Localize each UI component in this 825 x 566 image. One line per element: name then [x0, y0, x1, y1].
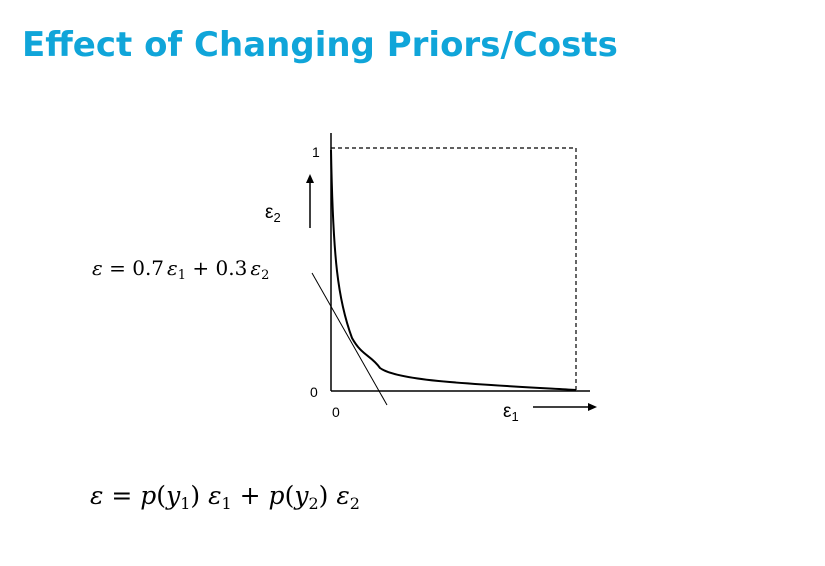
tangent-lhs: ε — [92, 256, 103, 280]
x-axis-label — [503, 401, 519, 424]
y-axis-arrow-head-icon — [306, 174, 314, 183]
formula-e1-sub: 1 — [221, 494, 232, 513]
tangent-line — [312, 273, 387, 405]
tangent-sub-2: 2 — [261, 268, 270, 283]
formula-e2-sub: 2 — [349, 494, 360, 513]
formula-y2: y — [294, 481, 309, 510]
formula-y1: y — [166, 481, 181, 510]
formula-equals: = — [111, 481, 133, 510]
formula-p1: p — [140, 481, 157, 510]
tangent-coef-2: 0.3 — [215, 256, 248, 280]
formula-plus: + — [239, 481, 261, 510]
tangent-var-2: ε — [250, 256, 262, 280]
tangent-equals: = — [109, 256, 126, 280]
x-axis-arrow-head-icon — [588, 403, 597, 411]
formula-y1-sub: 1 — [180, 494, 191, 513]
formula-e1: ε — [208, 481, 222, 510]
formula-lhs: ε — [90, 481, 104, 510]
tangent-sub-1: 1 — [177, 268, 187, 283]
slide-title: Effect of Changing Priors/Costs — [22, 25, 618, 65]
tradeoff-curve — [331, 150, 576, 390]
y-axis-label-symbol: ε — [265, 202, 274, 223]
y-tick-1: 1 — [312, 144, 320, 160]
tangent-var-1: ε — [167, 256, 178, 280]
formula-e2: ε — [336, 481, 350, 510]
x-tick-0: 0 — [332, 404, 340, 420]
formula-p2: p — [268, 481, 285, 510]
expected-error-formula: $\varepsilon = p(y_1) \varepsilon_1 + p(y_2)$ $\varepsilon_2$ — [90, 481, 360, 513]
x-axis-label-subscript: 1 — [511, 409, 519, 424]
tangent-plus: + — [192, 256, 210, 280]
y-axis-label — [265, 202, 281, 225]
formula-y2-sub: 2 — [308, 494, 319, 513]
y-axis-label-subscript: 2 — [273, 210, 281, 225]
y-tick-0: 0 — [310, 384, 318, 400]
x-axis-label-symbol: ε — [503, 401, 512, 422]
tangent-line-formula — [92, 256, 269, 284]
tangent-coef-1: 0.7 — [132, 256, 165, 280]
